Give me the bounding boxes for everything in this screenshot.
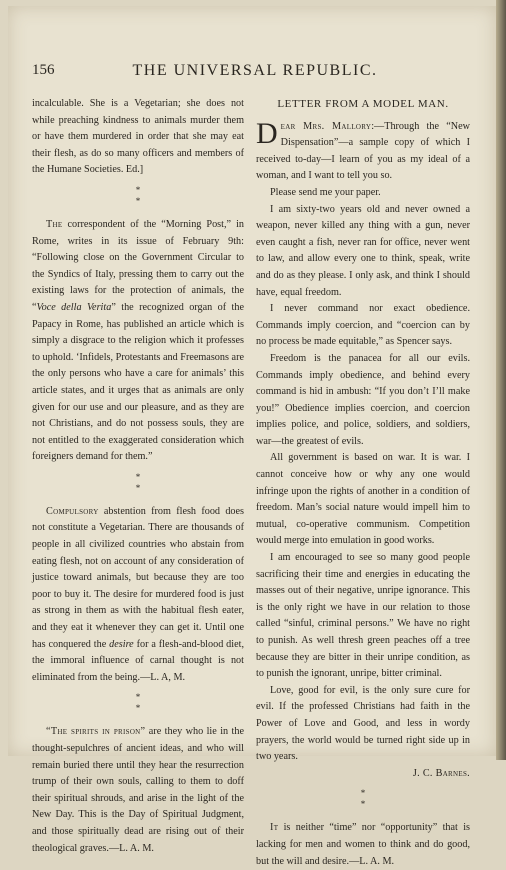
separator-star: *: [360, 799, 366, 810]
left-column: [32, 96, 244, 857]
separator-star: *: [135, 692, 141, 703]
separator-star: *: [135, 482, 141, 493]
section-separator: [32, 692, 244, 714]
paragraph-text: for a flesh-and-blood diet, the immoral influence of carnal thought is not eliminated from the being.—L. A, M.: [32, 638, 245, 683]
paragraph-time-opportunity: [256, 820, 470, 870]
book-spine-edge: [496, 0, 506, 760]
paragraph-text: abstention from flesh food does not constitute a Vegetarian. There are thousands of people in all civilized countries who abstain from eating flesh, not on account of any consideration of justice toward animals, but because they are too poor to buy it. The desire for murdered food is just as strong in them as with the habitual flesh eater, and they eat it whenever they can get it. Until one has conquered the: [32, 505, 244, 650]
separator-star: *: [360, 788, 366, 799]
paragraph-text: is neither “time” nor “opportunity” that is lacking for men and women to think and do good, but the will and desire.—L. A. M.: [256, 822, 470, 867]
letter-paragraph: Love, good for evil, is the only sure cure for evil. If the professed Christians had faith in the Power of Love and Good, and less in wordy prayers, the world would be turned right side up in two years.: [256, 684, 470, 763]
paragraph-compulsory-abstention: [32, 504, 244, 687]
paragraph-text: correspondent of the “Morning Post,” in Rome, writes in its issue of February 9th: “Following close on the Government Circular to the Syndics of Italy, pressing them to carry out the existing laws for the protection of animals, the “: [32, 218, 244, 313]
letter-salutation: ear Mrs. Mallory: [280, 120, 372, 132]
paragraph-editor-note: incalculable. She is a Vegetarian; she does not while preaching kindness to animals murder them or have them murdered in order that she may eat their flesh, as do so many officers and members of the Humane Societies. Ed.]: [32, 98, 244, 176]
letter-paragraph: I am encouraged to see so many good people sacrificing their time and energies in educating the masses out of their negative, unripe ignorance. This is the only right we have in our relation to those called “sinful, criminal persons.” We have no right to punish. As well thresh green peaches off a tree because they are bitter in their unripe condition, as to punish the ignorant, unripe, bitter criminal.: [256, 552, 470, 680]
right-column: [256, 96, 470, 870]
separator-star: *: [135, 195, 141, 206]
paragraph-spirits-in-prison: [32, 724, 244, 857]
paragraph-morning-post: [32, 217, 244, 466]
italic-word: desire: [109, 638, 134, 650]
letter-paragraph: Freedom is the panacea for all our evils. Commands imply obedience, and behind every command is hid in ambush: “If you don’t I’ll make you!” Obedience implies coercion, and coercion implies police, and police, soldiers, and soldiers, war—the greatest of evils.: [256, 352, 470, 447]
paragraph-lead-word: The: [46, 218, 63, 230]
letter-signature: J. C. Barnes.: [412, 767, 470, 779]
section-separator: [32, 185, 244, 207]
drop-cap-letter: D: [256, 116, 278, 150]
paragraph-text: are they who lie in the thought-sepulchres of ancient ideas, and who will remain buried there until they hear the resurrection trump of their own souls, calling to them to doff their spiritual shrouds, and arise in the light of the New Day. This is the Day of Spiritual Judgment, and those spiritually dead are rising out of their theological graves.—L. A. M.: [32, 726, 244, 854]
section-separator: [32, 472, 244, 494]
section-separator: [256, 788, 470, 810]
italic-publication-name: Voce della Verita: [36, 301, 112, 313]
paragraph-lead-word: It: [270, 822, 279, 834]
paragraph-text: ” the recognized organ of the Papacy in Rome, has published an article which is simply a disgrace to the religion which it professes to uphold. ‘Infidels, Protestants and Freemasons are the only persons who have a care for animals’ this article states, and it urges that as animals are only given for our use and our pleasure, and as they are not Christians, and do not possess souls, they are not entitled to the exaggerated consideration which foreigners demand for them.”: [32, 301, 244, 463]
page-header: [32, 62, 478, 84]
separator-star: *: [135, 471, 141, 482]
separator-star: *: [135, 703, 141, 714]
paragraph-text: :—Through the “New Dispensation”—a sample copy of which I received to-day—I learn of you as my ideal of a woman, and I want to tell you so.: [256, 120, 471, 182]
letter-paragraph: Please send me your paper.: [270, 186, 381, 198]
paragraph-lead-word: “The spirits in prison”: [46, 726, 146, 738]
letter-paragraph: All government is based on war. It is war. I cannot conceive how or why any one would infringe upon the rights of another in a condition of freedom. Man’s social nature would impell him to mutual, co-operative communism. Competition would merge into emulation in good works.: [256, 452, 470, 547]
letter-paragraph: I am sixty-two years old and never owned a weapon, never killed any thing with a gun, never even caught a fish, never ran for office, never went to law, and allow every one to think, speak, write and do as they please. I only ask, and think I should have, equal freedom.: [256, 203, 470, 298]
letter-opening-paragraph: [256, 116, 471, 185]
letter-paragraph: I never command nor exact obedience. Commands imply coercion, and “coercion can by no process be made equitable,” as Spencer says.: [256, 303, 470, 348]
article-title: LETTER FROM A MODEL MAN.: [277, 98, 449, 110]
page-number: 156: [32, 62, 55, 78]
paragraph-lead-word: Compulsory: [46, 505, 99, 517]
separator-star: *: [135, 184, 141, 195]
running-title: THE UNIVERSAL REPUBLIC.: [132, 62, 378, 79]
